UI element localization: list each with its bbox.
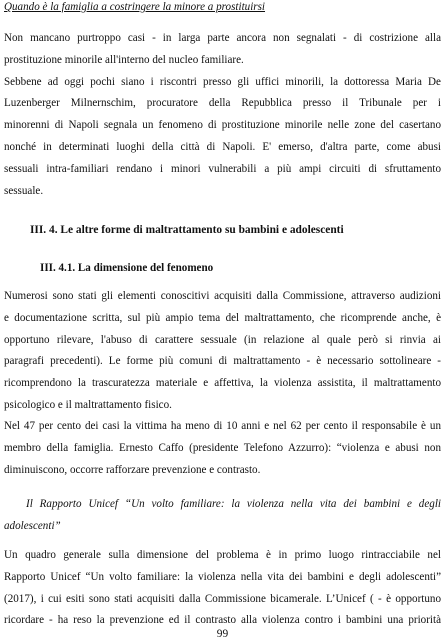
body-line: Rapporto Unicef “Un volto familiare: la violenza nella vita dei bambini e degli adolescenti” <box>4 570 441 583</box>
body-line: minorenni di Napoli segnala un fenomeno di prostituzione minorile nelle zone del casertano <box>4 119 441 132</box>
body-line: ricordare - ha reso la prevenzione ed il contrasto alla violenza contro i bambini una priorità <box>4 614 441 627</box>
paragraph-1 <box>4 286 441 417</box>
body-line: nonché in determinati luoghi della città di Napoli. E' emerso, d'altra parte, come abusi <box>4 140 441 153</box>
subsection-heading: III. 4.1. La dimensione del fenomeno <box>40 262 214 274</box>
body-line: Un quadro generale sulla dimensione del problema è in primo luogo rintracciabile nel <box>4 549 441 561</box>
section-title-text: Quando è la famiglia a costringere la minore a prostituirsi <box>4 1 266 13</box>
italic-heading-line: Il Rapporto Unicef “Un volto familiare: la violenza nella vita dei bambini e degli <box>26 498 441 510</box>
body-line: Sebbene ad oggi pochi siano i riscontri presso gli uffici minorili, la dottoressa Maria De <box>4 75 441 88</box>
body-line: sessuali intra-familiari rendano i minori vulnerabili a più ampi circuiti di sfruttamento <box>4 162 441 175</box>
unicef-report-heading <box>4 494 441 538</box>
body-line: sessuale. <box>4 184 44 197</box>
section-title-family-prostitution <box>4 0 441 19</box>
body-line: (2017), i cui esiti sono stati acquisiti dalla Commissione bicamerale. L’Unicef ( - è opportuno <box>4 592 441 605</box>
paragraph-3 <box>4 545 441 632</box>
body-line: diminuiscono, occorre rafforzare prevenzione e contrasto. <box>4 463 261 476</box>
body-line: ricomprendono la trascuratezza materiale e affettiva, la violenza assistita, il maltrattamento <box>4 377 441 390</box>
paragraph-2 <box>4 416 441 481</box>
body-line: psicologico e il maltrattamento fisico. <box>4 398 172 411</box>
body-line: opportuno rilevare, l'abuso di carattere sessuale (in relazione al quale però si rinvia ai <box>4 333 441 346</box>
page-number: 99 <box>216 628 229 640</box>
body-line: prostituzione minorile all'interno del nucleo familiare. <box>4 53 244 66</box>
body-line: membro della famiglia. Ernesto Caffo (presidente Telefono Azzurro): “violenza e abusi non <box>4 441 441 454</box>
body-line: paragrafi precedenti). Le forme più comuni di maltrattamento - è necessario sottolineare - <box>4 355 441 368</box>
body-line: Nel 47 per cento dei casi la vittima ha meno di 10 anni e nel 62 per cento il responsabile è un <box>4 420 441 432</box>
body-line: e documentazione scritta, sul più ampio tema del maltrattamento, che ricomprende anche, è <box>4 311 441 324</box>
italic-heading-line: adolescenti” <box>4 519 61 532</box>
chapter-heading: III. 4. Le altre forme di maltrattamento su bambini e adolescenti <box>30 224 344 236</box>
body-line: Non mancano purtroppo casi - in larga parte ancora non segnalati - di costrizione alla <box>4 32 441 44</box>
section-1-body <box>4 28 441 202</box>
body-line: Luzenberger Milnernschim, procuratore della Repubblica presso il Tribunale per i <box>4 97 441 110</box>
body-line: Numerosi sono stati gli elementi conoscitivi acquisiti dalla Commissione, attraverso audizioni <box>4 290 441 302</box>
